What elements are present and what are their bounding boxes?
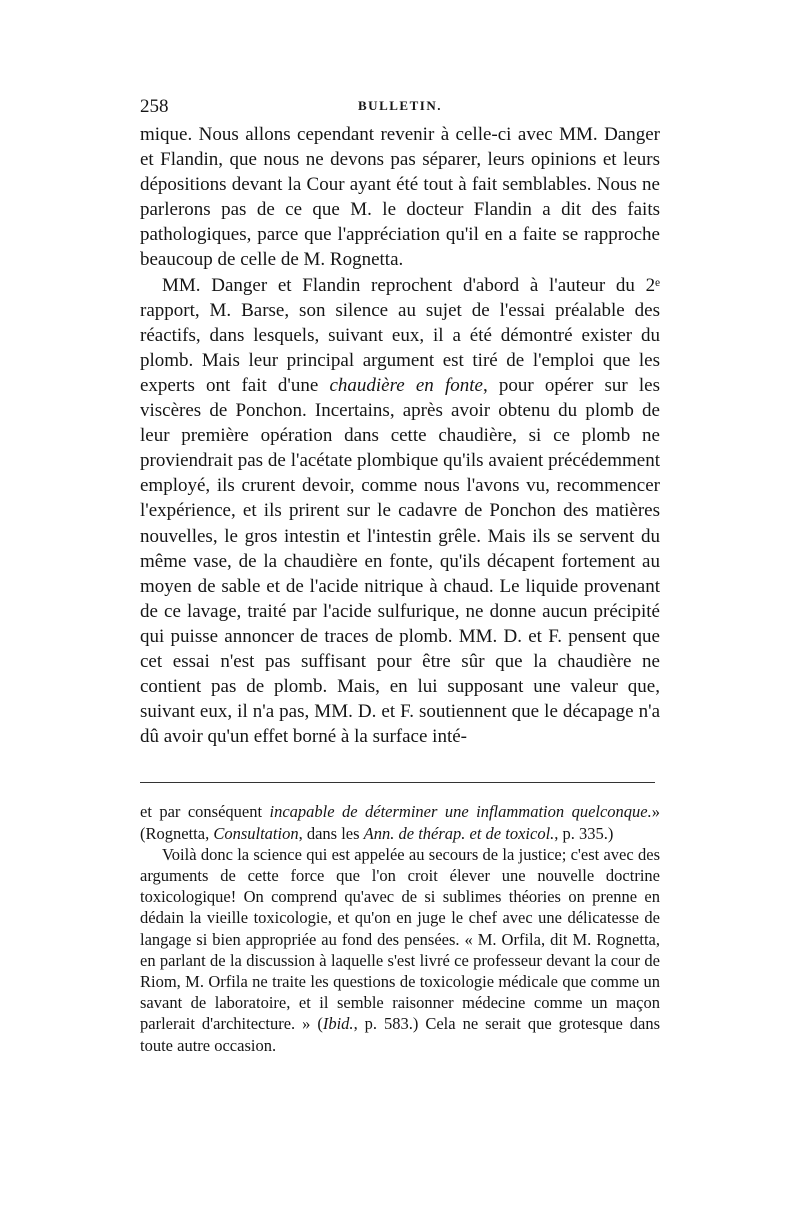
footnote-text: » (Rognetta, (140, 802, 660, 843)
page-header (140, 96, 660, 122)
footnote-text: , p. 583.) Cela ne serait que grotesque dans toute autre occasion. (140, 1014, 660, 1055)
book-page (140, 96, 660, 1056)
footnote-paragraph-1 (140, 801, 660, 843)
footnote-text: , p. 335.) (554, 823, 614, 843)
footnote-text: , dans les (298, 823, 364, 843)
footnote-paragraph-2 (140, 844, 660, 1056)
italic-phrase: chaudière en fonte (329, 374, 483, 396)
main-text (140, 122, 660, 749)
footnote-text: Voilà donc la science qui est appelée au secours de la justice; c'est avec des arguments de cette force que l'on croit élever une nouvelle doctrine toxicologique! On comprend qu'avec de si sublimes théories on prenne en dédain la vieille toxicologie, et qu'on en juge le chef avec une délicatesse de langage si bien appropriée au fond des pensées. « M. Orfila, dit M. Rognetta, en parlant de la discussion à laquelle s'est livré ce professeur devant la cour de Riom, M. Orfila ne traite les questions de toxicologie médicale que comme un savant de laboratoire, et il semble raisonner médecine comme un maçon parlerait d'architecture. » ( (140, 844, 660, 1034)
italic-ibid: Ibid. (322, 1014, 354, 1034)
footnote-divider (140, 782, 655, 783)
page-number: 258 (140, 96, 169, 117)
footnote (140, 801, 660, 1055)
paragraph-text: MM. Danger et Flandin reprochent d'abord à l'auteur du 2ᵉ rapport, M. Barse, son silence au sujet de l'essai préalable des réactifs, dans lesquels, suivant eux, il a été démontré exister du plomb. Mais leur principal argument est tiré de l'emploi que les experts ont fait d'une (140, 274, 660, 396)
italic-title: Consultation (213, 823, 299, 843)
paragraph-danger-flandin (140, 273, 660, 750)
running-head: BULLETIN. (358, 98, 442, 113)
footnote-text: et par conséquent (140, 802, 270, 822)
paragraph-continuation: mique. Nous allons cependant revenir à celle-ci avec MM. Danger et Flandin, que nous ne devons pas séparer, leurs opinions et leurs dépositions devant la Cour ayant été tout à fait semblables. Nous ne parlerons pas de ce que M. le docteur Flandin a dit des faits pathologiques, parce que l'appréciation qu'il en a faite se rapproche beaucoup de celle de M. Rognetta. (140, 124, 660, 271)
italic-journal: Ann. de thérap. et de toxicol. (363, 823, 555, 843)
italic-quote: incapable de déterminer une inflammation quelconque. (269, 802, 652, 822)
paragraph-text: , pour opérer sur les viscères de Ponchon. Incertains, après avoir obtenu du plomb de leur première opération dans cette chaudière, si ce plomb ne proviendrait pas de l'acétate plombique qu'ils avaient précédemment employé, ils crurent devoir, comme nous l'avons vu, recommencer l'expérience, et ils prirent sur le cadavre de Ponchon des matières nouvelles, le gros intestin et l'intestin grêle. Mais ils se servent du même vase, de la chaudière en fonte, qu'ils décapent fortement au moyen de sable et de l'acide nitrique à chaud. Le liquide provenant de ce lavage, traité par l'acide sulfurique, ne donne aucun précipité qui puisse annoncer de traces de plomb. MM. D. et F. pensent que cet essai n'est pas suffisant pour être sûr que la chaudière ne contient pas de plomb. Mais, en lui supposant une valeur que, suivant eux, il n'a pas, MM. D. et F. soutiennent que le décapage n'a dû avoir qu'un effet borné à la surface inté- (140, 374, 660, 748)
